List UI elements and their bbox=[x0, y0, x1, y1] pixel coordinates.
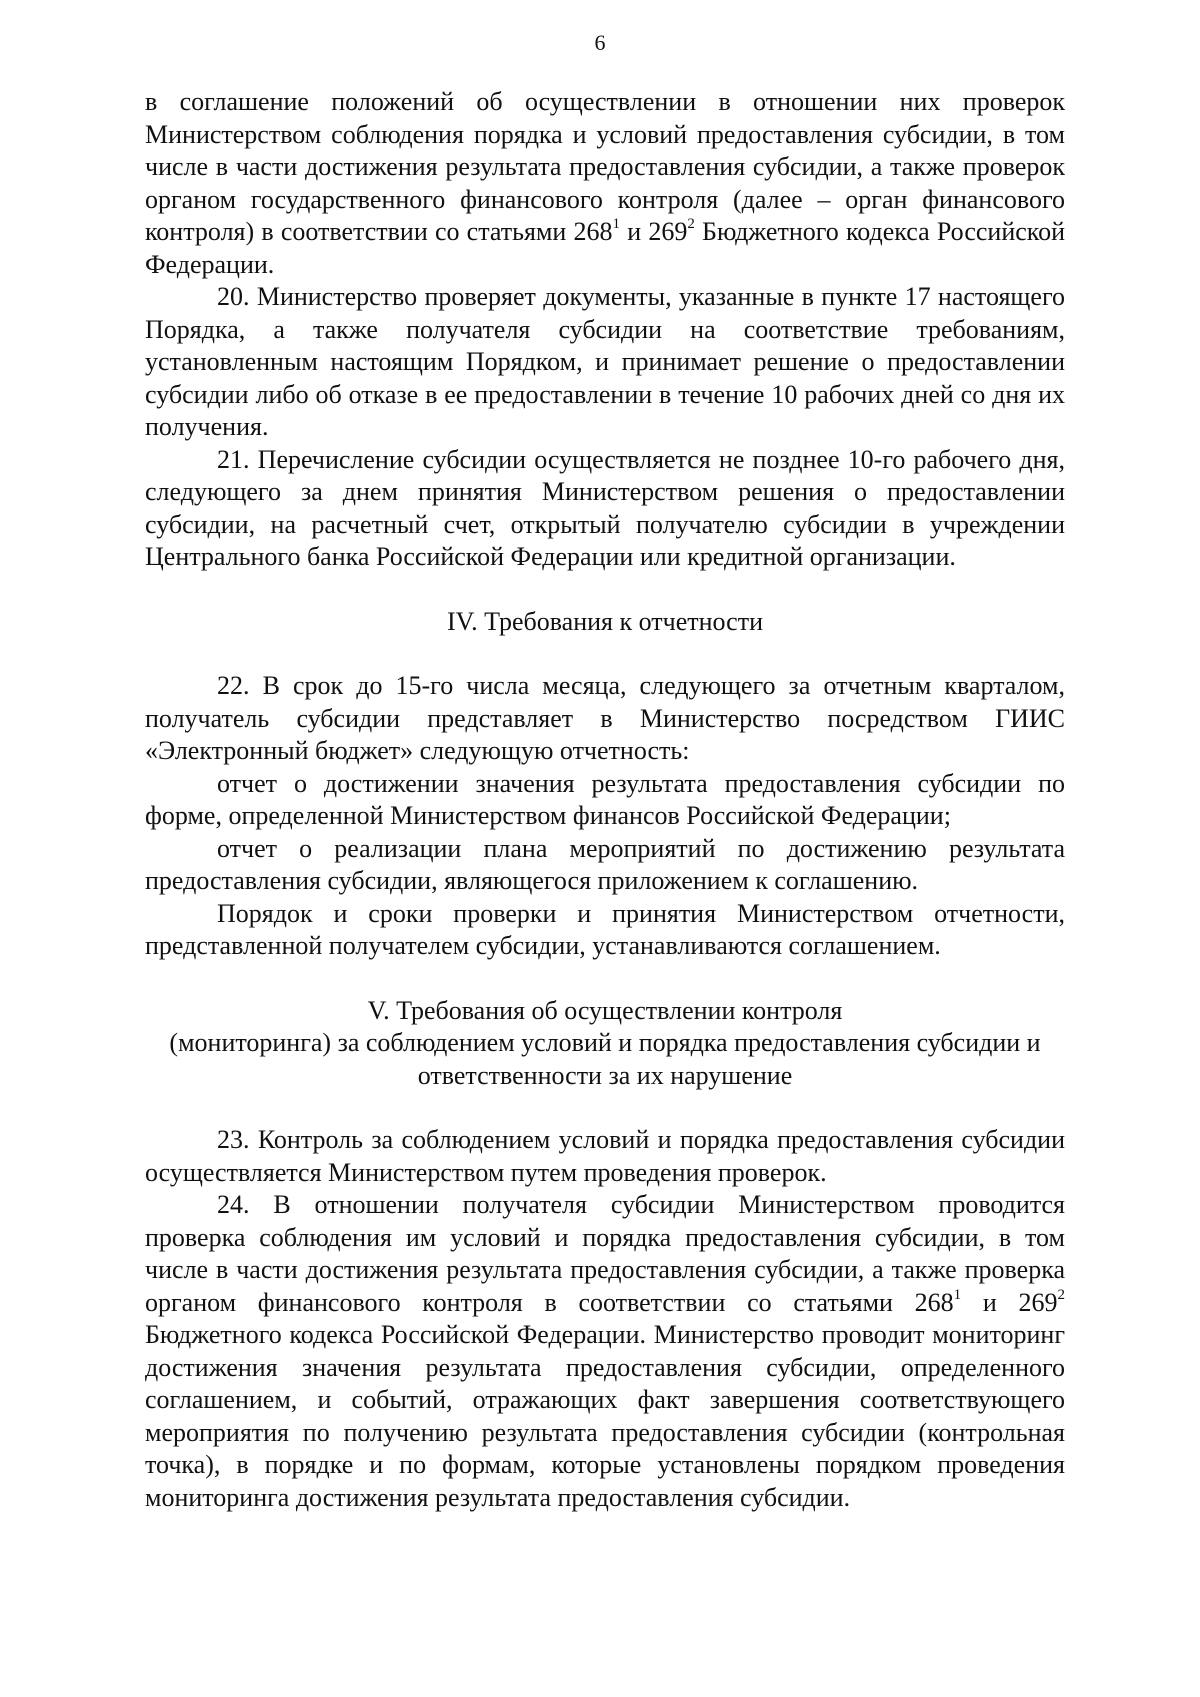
paragraph-text: Бюджетного кодекса Российской Федерации. Министерство проводит мониторинг достижения значения результата предоставления субсидии, определенного соглашением, и событий, отражающих факт завершения соответствующего мероприятия по получению результата предоставления субсидии (контрольная точка), в порядке и по формам, которые установлены порядком проведения мониторинга достижения результата предоставления субсидии. bbox=[145, 1320, 1065, 1512]
paragraph-report-order bbox=[145, 898, 1065, 963]
paragraph-text: 21. Перечисление субсидии осуществляется не позднее 10-го рабочего дня, следующего за днем принятия Министерством решения о предоставлении субсидии, на расчетный счет, открытый получателю субсидии в учреждении Центрального банка Российской Федерации или кредитной организации. bbox=[145, 444, 1065, 571]
heading-line: V. Требования об осуществлении контроля bbox=[367, 995, 843, 1025]
paragraph-24 bbox=[145, 1189, 1065, 1514]
superscript: 2 bbox=[687, 216, 695, 232]
heading-line: ответственности за их нарушение bbox=[417, 1060, 793, 1090]
heading-line: (мониторинга) за соблюдением условий и порядка предоставления субсидии и bbox=[169, 1028, 1041, 1057]
document-body bbox=[145, 86, 1065, 1514]
paragraph-text: 20. Министерство проверяет документы, указанные в пункте 17 настоящего Порядка, а также получателя субсидии на соответствие требованиям, установленным настоящим Порядком, и принимает решение о предоставлении субсидии либо об отказе в ее предоставлении в течение 10 рабочих дней со дня их получения. bbox=[145, 282, 1065, 441]
paragraph-text: и 269 bbox=[961, 1287, 1058, 1317]
superscript: 2 bbox=[1057, 1286, 1065, 1303]
page-number: 6 bbox=[594, 30, 606, 55]
paragraph-23 bbox=[145, 1124, 1065, 1189]
superscript: 1 bbox=[953, 1286, 962, 1303]
paragraph-text: отчет о достижении значения результата предоставления субсидии по форме, определенной Министерством финансов Российской Федерации; bbox=[145, 768, 1065, 830]
heading-line: IV. Требования к отчетности bbox=[446, 606, 763, 636]
paragraph-22 bbox=[145, 670, 1065, 768]
paragraph-text: 23. Контроль за соблюдением условий и порядка предоставления субсидии осуществляется Министерством путем проведения проверок. bbox=[145, 1125, 1065, 1187]
section-heading-v bbox=[145, 995, 1065, 1093]
paragraph-19-continuation bbox=[145, 86, 1065, 281]
paragraph-text: 22. В срок до 15-го числа месяца, следующего за отчетным кварталом, получатель субсидии представляет в Министерство посредством ГИИС «Электронный бюджет» следующую отчетность: bbox=[145, 671, 1065, 765]
section-heading-iv bbox=[145, 606, 1065, 639]
paragraph-20 bbox=[145, 281, 1065, 444]
paragraph-text: и 269 bbox=[620, 217, 688, 246]
paragraph-text: Порядок и сроки проверки и принятия Министерством отчетности, представленной получателем субсидии, устанавливаются соглашением. bbox=[145, 898, 1065, 960]
paragraph-report-1 bbox=[145, 768, 1065, 833]
superscript: 1 bbox=[612, 216, 621, 232]
paragraph-text: отчет о реализации плана мероприятий по достижению результата предоставления субсидии, являющегося приложением к соглашению. bbox=[145, 833, 1065, 895]
paragraph-text: 24. В отношении получателя субсидии Министерством проводится проверка соблюдения им условий и порядка предоставления субсидии, в том числе в части достижения результата предоставления субсидии, а также проверка органом финансового контроля в соответствии со статьями 268 bbox=[145, 1190, 1065, 1317]
paragraph-text: в соглашение положений об осуществлении в отношении них проверок Министерством соблюдения порядка и условий предоставления субсидии, в том числе в части достижения результата предоставления субсидии, а также проверок органом государственного финансового контроля (далее – орган финансового контроля) в соответствии со статьями 268 bbox=[145, 87, 1065, 246]
paragraph-text: Бюджетного кодекса Российской Федерации. bbox=[145, 217, 1066, 279]
paragraph-21 bbox=[145, 444, 1065, 574]
paragraph-report-2 bbox=[145, 833, 1065, 898]
